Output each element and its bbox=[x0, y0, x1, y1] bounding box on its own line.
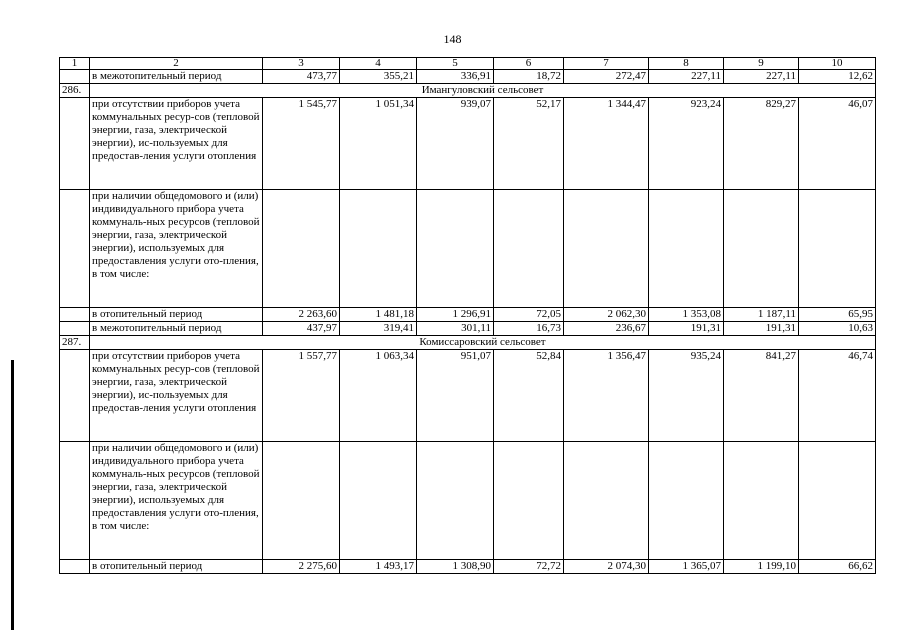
table-cell bbox=[417, 442, 494, 560]
table-cell bbox=[340, 442, 417, 560]
table-cell: 236,67 bbox=[564, 322, 649, 336]
table-cell: 1 493,17 bbox=[340, 560, 417, 574]
table-cell bbox=[494, 442, 564, 560]
table-cell: 2 074,30 bbox=[564, 560, 649, 574]
table-cell: 1 545,77 bbox=[263, 98, 340, 190]
row-label: при наличии общедомового и (или) индивидуального прибора учета коммуналь-ных ресурсов (тепловой энергии, газа, электрической энергии), используемых для предоставления услуги ото-пления, в том числе: bbox=[90, 442, 263, 560]
table-cell: 319,41 bbox=[340, 322, 417, 336]
column-header: 9 bbox=[724, 58, 799, 70]
table-cell: 12,62 bbox=[799, 70, 876, 84]
table-cell: 336,91 bbox=[417, 70, 494, 84]
table-cell bbox=[799, 190, 876, 308]
table-row bbox=[60, 308, 876, 322]
table-cell: 935,24 bbox=[649, 350, 724, 442]
table-cell: 10,63 bbox=[799, 322, 876, 336]
row-label: в отопительный период bbox=[90, 560, 263, 574]
table-row bbox=[60, 70, 876, 84]
section-number: 287. bbox=[60, 336, 90, 350]
column-header: 8 bbox=[649, 58, 724, 70]
table-cell bbox=[340, 190, 417, 308]
section-title: Имангуловский сельсовет bbox=[90, 84, 876, 98]
table-cell bbox=[417, 190, 494, 308]
table-row bbox=[60, 98, 876, 190]
column-header: 6 bbox=[494, 58, 564, 70]
section-row bbox=[60, 84, 876, 98]
table-cell: 66,62 bbox=[799, 560, 876, 574]
row-label: при наличии общедомового и (или) индивидуального прибора учета коммуналь-ных ресурсов (тепловой энергии, газа, электрической энергии), используемых для предоставления услуги ото-пления, в том числе: bbox=[90, 190, 263, 308]
table-cell: 301,11 bbox=[417, 322, 494, 336]
table-cell: 2 263,60 bbox=[263, 308, 340, 322]
table-cell: 1 199,10 bbox=[724, 560, 799, 574]
row-label: при отсутствии приборов учета коммунальных ресур-сов (тепловой энергии, газа, электрической энергии), ис-пользуемых для предостав-ления услуги отопления bbox=[90, 350, 263, 442]
table-cell: 1 344,47 bbox=[564, 98, 649, 190]
column-header: 5 bbox=[417, 58, 494, 70]
column-header: 4 bbox=[340, 58, 417, 70]
row-label: в отопительный период bbox=[90, 308, 263, 322]
table-cell: 2 062,30 bbox=[564, 308, 649, 322]
table-cell: 272,47 bbox=[564, 70, 649, 84]
table-cell: 1 051,34 bbox=[340, 98, 417, 190]
column-header: 3 bbox=[263, 58, 340, 70]
table-cell: 65,95 bbox=[799, 308, 876, 322]
table-cell: 72,72 bbox=[494, 560, 564, 574]
column-header: 1 bbox=[60, 58, 90, 70]
column-header: 10 bbox=[799, 58, 876, 70]
table-cell: 72,05 bbox=[494, 308, 564, 322]
table-cell bbox=[263, 442, 340, 560]
table-cell bbox=[564, 190, 649, 308]
table-cell bbox=[649, 442, 724, 560]
table-cell: 355,21 bbox=[340, 70, 417, 84]
table-cell: 829,27 bbox=[724, 98, 799, 190]
table-cell bbox=[724, 190, 799, 308]
table-cell: 1 353,08 bbox=[649, 308, 724, 322]
table-cell: 841,27 bbox=[724, 350, 799, 442]
table-cell: 46,07 bbox=[799, 98, 876, 190]
row-label: при отсутствии приборов учета коммунальных ресур-сов (тепловой энергии, газа, электрической энергии), ис-пользуемых для предостав-ления услуги отопления bbox=[90, 98, 263, 190]
left-margin-rule bbox=[11, 360, 14, 630]
table-cell: 1 308,90 bbox=[417, 560, 494, 574]
table-cell bbox=[263, 190, 340, 308]
table-cell: 16,73 bbox=[494, 322, 564, 336]
table-cell: 52,17 bbox=[494, 98, 564, 190]
table-cell bbox=[649, 190, 724, 308]
table-row bbox=[60, 560, 876, 574]
table-cell bbox=[724, 442, 799, 560]
table-cell: 46,74 bbox=[799, 350, 876, 442]
table-cell: 923,24 bbox=[649, 98, 724, 190]
section-row bbox=[60, 336, 876, 350]
table-cell: 227,11 bbox=[649, 70, 724, 84]
table-row bbox=[60, 322, 876, 336]
table-cell: 2 275,60 bbox=[263, 560, 340, 574]
page-number: 148 bbox=[443, 32, 462, 46]
row-label: в межотопительный период bbox=[90, 70, 263, 84]
table-row bbox=[60, 442, 876, 560]
table-cell: 191,31 bbox=[649, 322, 724, 336]
column-number-row bbox=[60, 58, 876, 70]
table-cell: 52,84 bbox=[494, 350, 564, 442]
table-cell: 1 365,07 bbox=[649, 560, 724, 574]
table-cell bbox=[799, 442, 876, 560]
table-cell bbox=[564, 442, 649, 560]
table-cell: 437,97 bbox=[263, 322, 340, 336]
row-label: в межотопительный период bbox=[90, 322, 263, 336]
table-cell: 1 557,77 bbox=[263, 350, 340, 442]
table-row bbox=[60, 190, 876, 308]
table-cell: 1 356,47 bbox=[564, 350, 649, 442]
table-cell bbox=[494, 190, 564, 308]
table-cell: 951,07 bbox=[417, 350, 494, 442]
table-cell: 18,72 bbox=[494, 70, 564, 84]
table-cell: 227,11 bbox=[724, 70, 799, 84]
section-number: 286. bbox=[60, 84, 90, 98]
table-cell: 1 481,18 bbox=[340, 308, 417, 322]
table-cell: 1 296,91 bbox=[417, 308, 494, 322]
column-header: 2 bbox=[90, 58, 263, 70]
table-cell: 1 063,34 bbox=[340, 350, 417, 442]
table-cell: 939,07 bbox=[417, 98, 494, 190]
tariff-table bbox=[59, 57, 876, 574]
table-cell: 1 187,11 bbox=[724, 308, 799, 322]
table-cell: 191,31 bbox=[724, 322, 799, 336]
column-header: 7 bbox=[564, 58, 649, 70]
section-title: Комиссаровский сельсовет bbox=[90, 336, 876, 350]
table-row bbox=[60, 350, 876, 442]
table-cell: 473,77 bbox=[263, 70, 340, 84]
